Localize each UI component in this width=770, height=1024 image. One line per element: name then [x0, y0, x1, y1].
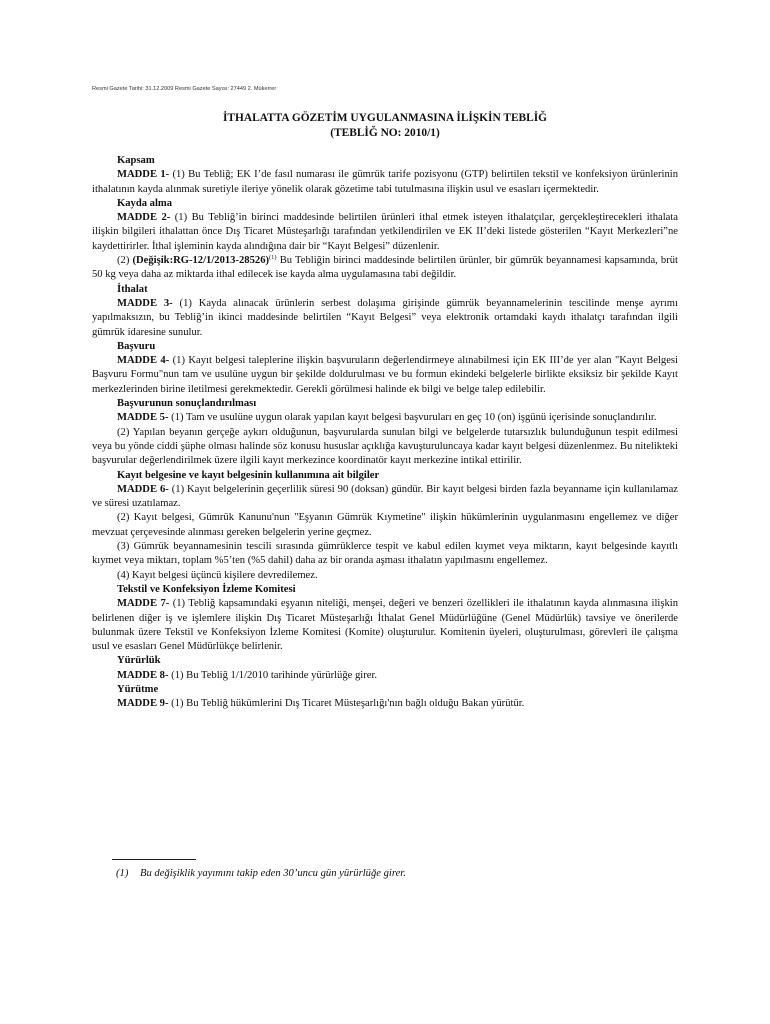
footnote-number: (1) [116, 868, 129, 879]
article-6-paragraph-3: (3) Gümrük beyannamesinin tescili sırasında gümrüklerce tespit ve kabul edilen kıymet veya miktarın, kayıt belgesinde kayıtlı kıymet veya miktarı, toplam %5’ten (%5 dahil) daha az bir oranda aşması ithalatın yapılmasını engellemez. [92, 541, 678, 567]
article-6-paragraph-2: (2) Kayıt belgesi, Gümrük Kanunu'nun "Eşyanın Gümrük Kıymetine" ilişkin hükümlerinin uygulanmasını engellemez ve diğer mevzuat çerçevesinde alınması gereken belgelerin yerine geçmez. [92, 512, 678, 538]
article-6-text: (1) Kayıt belgelerinin geçerlilik süresi 90 (doksan) gündür. Bir kayıt belgesi birden fazla beyanname için kullanılamaz ve süresi uzatılamaz. [92, 483, 678, 510]
article-7 [92, 597, 678, 654]
title-line-1: İTHALATTA GÖZETİM UYGULANMASINA İLİŞKİN TEBLİĞ [222, 112, 548, 124]
article-1-text: (1) Bu Tebliğ; EK I’de fasıl numarası ile gümrük tarife pozisyonu (GTP) belirtilen tekstil ve konfeksiyon ürünlerinin ithalatının kayda alınmak suretiyle ileriye yönelik olarak gözetime tabi tutulmasına ilişkin usul ve esasları içermektedir. [92, 169, 678, 195]
article-7-text: (1) Tebliğ kapsamındaki eşyanın niteliği, menşei, değeri ve benzeri özellikleri ile ithalatının kayda alınmasına ilişkin belirlenen diğer iş ve işlemlere ilişkin Dış Ticaret Müsteşarlığı İthalat Genel Müdürlüğüne (Genel Müdürlük) tavsiye ve önerilerde bulunmak üzere Tekstil ve Konfeksiyon İzleme Komitesi (Komite) oluşturulur. Komitenin üyeleri, oluşturulması, görevleri ile çalışma usul ve esasları Genel Müdürlükçe belirlenir. [92, 598, 678, 653]
article-5-label: MADDE 5- [117, 412, 169, 424]
article-9-text: (1) Bu Tebliğ hükümlerini Dış Ticaret Müsteşarlığı'nın bağlı olduğu Bakan yürütür. [168, 698, 525, 710]
article-8-label: MADDE 8- [117, 669, 169, 681]
document-title [92, 111, 678, 141]
footnote-reference[interactable]: (1) [269, 254, 277, 262]
article-5 [92, 411, 678, 425]
article-2-p2-text: Bu Tebliğin birinci maddesinde belirtilen ürünler, bir gümrük beyannamesi kapsamında, brüt 50 kg veya daha az miktarda ithal edilecek ise kayda alma uygulamasına tabi değildir. [92, 255, 678, 281]
footnote [116, 868, 406, 879]
section-heading-yururluk: Yürürlük [117, 655, 161, 667]
article-2 [92, 211, 678, 254]
article-1 [92, 168, 678, 197]
section-heading-kapsam: Kapsam [117, 155, 155, 166]
article-6 [92, 483, 678, 512]
article-9 [92, 697, 678, 711]
article-8 [92, 669, 678, 683]
article-3 [92, 297, 678, 340]
article-8-text: (1) Bu Tebliğ 1/1/2010 tarihinde yürürlüğe girer. [168, 669, 378, 681]
section-heading-kullanim: Kayıt belgesine ve kayıt belgesinin kullanımına ait bilgiler [117, 469, 380, 481]
section-heading-kayda-alma: Kayda alma [117, 197, 173, 209]
article-4 [92, 354, 678, 397]
title-line-2: (TEBLİĞ NO: 2010/1) [330, 127, 440, 139]
article-4-label: MADDE 4- [117, 355, 170, 367]
article-2-paragraph-2 [92, 254, 678, 283]
gazette-header: Resmi Gazete Tarihi: 31.12.2009 Resmi Gazete Sayısı: 27449 2. Mükerrer [92, 86, 277, 92]
amendment-note: (Değişik:RG-12/1/2013-28526) [132, 255, 270, 267]
section-heading-yurutme: Yürütme [117, 683, 159, 695]
section-heading-ithalat: İthalat [117, 283, 148, 295]
article-5-text: (1) Tam ve usulüne uygun olarak yapılan kayıt belgesi başvuruları en geç 10 (on) işgünü içerisinde sonuçlandırılır. [168, 412, 657, 424]
section-heading-komite: Tekstil ve Konfeksiyon İzleme Komitesi [117, 583, 296, 595]
section-heading-sonuc: Başvurunun sonuçlandırılması [117, 398, 257, 410]
article-2-label: MADDE 2- [117, 212, 171, 224]
article-6-label: MADDE 6- [117, 483, 169, 495]
article-7-label: MADDE 7- [117, 598, 170, 610]
article-4-text: (1) Kayıt belgesi taleplerine ilişkin başvuruların değerlendirmeye alınabilmesi için EK III’de yer alan "Kayıt Belgesi Başvuru Formu"nun tam ve usulüne uygun bir şekilde doldurulması ve bu formun ekindeki belgelerle birlikte eksiksiz bir şekilde Kayıt merkezlerinden birine iletilmesi gerekmektedir. Gerekli görülmesi halinde ek bilgi ve belge talep edilebilir. [92, 355, 678, 395]
article-1-label: MADDE 1- [117, 169, 170, 181]
footnote-text: Bu değişiklik yayımını takip eden 30’uncu gün yürürlüğe girer. [140, 868, 406, 879]
article-5-paragraph-2: (2) Yapılan beyanın gerçeğe aykırı olduğunun, başvurularda sunulan bilgi ve belgelerde tutarsızlık bulunduğunun tespit edilmesi veya bu yönde ciddi şüphe olması halinde söz konusu hususlar açıklığa kavuşturuluncaya kadar kayıt belgesi düzenlenmez. Bu nitelikteki başvurular değerlendirilmek üzere ilgili kayıt merkezince koordinatör kayıt merkezine intikal ettirilir. [92, 426, 678, 467]
article-9-label: MADDE 9- [117, 698, 169, 710]
article-6-paragraph-4: (4) Kayıt belgesi üçüncü kişilere devredilemez. [117, 569, 318, 581]
article-2-text: (1) Bu Tebliğ’in birinci maddesinde belirtilen ürünleri ithal etmek isteyen ithalatçılar, gerçekleştirecekleri ithalata ilişkin bilgileri ithalattan önce Dış Ticaret Müsteşarlığı tarafından yetkilendirilen ve EK II’deki listede gösterilen “Kayıt Merkezleri”ne kaydettirirler. İthal işleminin kayda alındığına dair bir “Kayıt Belgesi” düzenlenir. [92, 212, 678, 252]
document-body [92, 154, 678, 712]
article-3-text: (1) Kayda alınacak ürünlerin serbest dolaşıma girişinde gümrük beyannamelerinin tescilinde menşe ayrımı yapılmaksızın, bu Tebliğ’in ikinci maddesinde belirtilen “Kayıt Belgesi” veya elektronik ortamdaki kaydı ithalatçı tarafından ilgili gümrük idaresine sunulur. [92, 297, 678, 338]
section-heading-basvuru: Başvuru [117, 340, 156, 352]
article-3-label: MADDE 3- [117, 297, 173, 309]
article-2-p2-prefix: (2) [117, 255, 133, 267]
footnote-divider [112, 859, 196, 860]
